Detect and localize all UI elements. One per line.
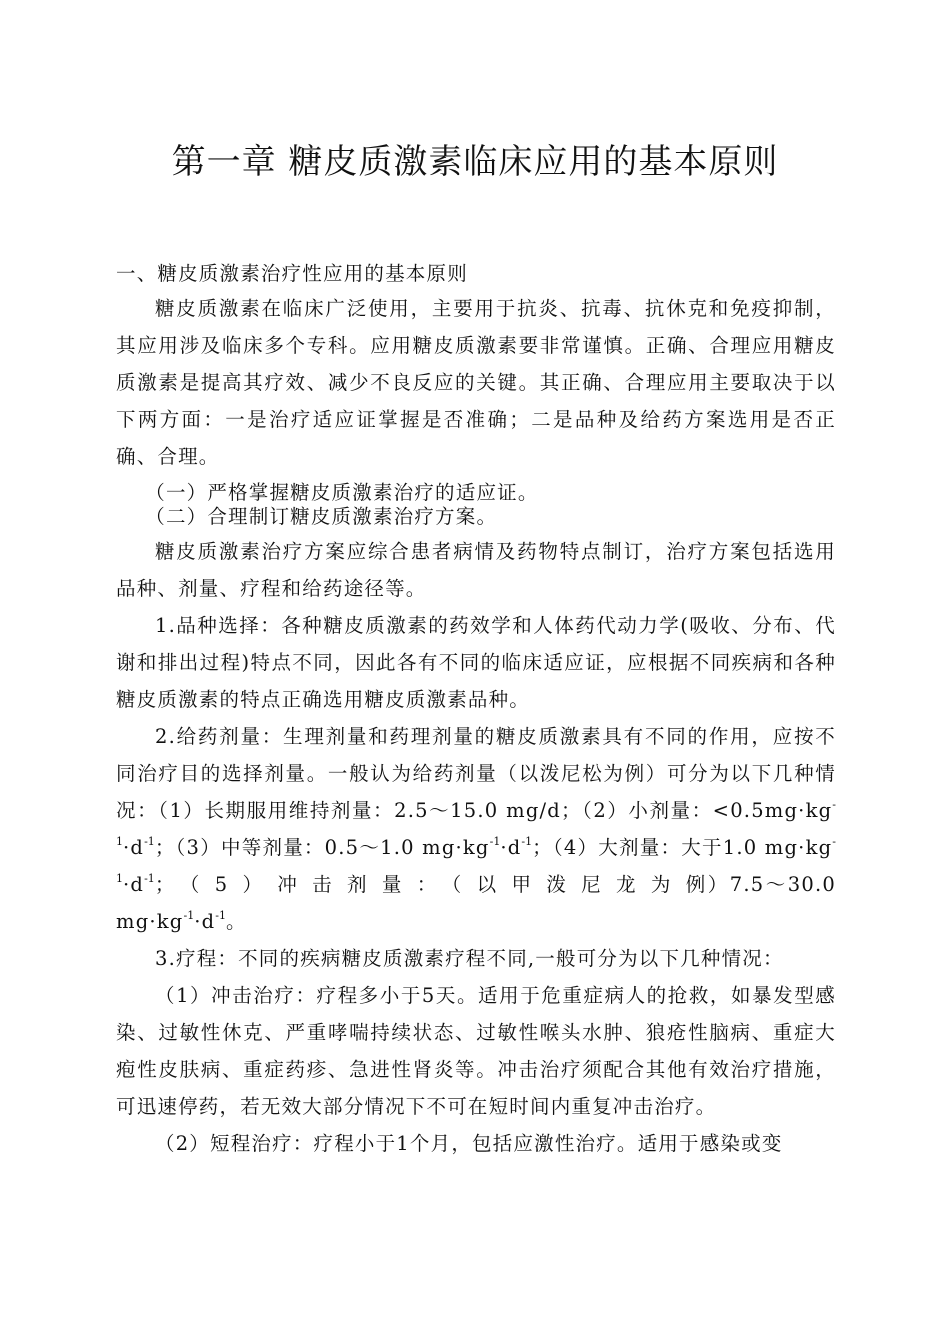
dosage-exponent-4: -1 [521,834,533,848]
item-variety-selection: 1.品种选择：各种糖皮质激素的药效学和人体药代动力学(吸收、分布、代谢和排出过程)特点不同，因此各有不同的临床适应证，应根据不同疾病和各种糖皮质激素的特点正确选用糖皮质激素品种。 [116,614,836,711]
dosage-exponent-3: -1 [489,834,501,848]
dosage-text-10: 。 [226,910,247,933]
dosage-text-7: ；（5）冲击剂量：（以甲泼尼龙为 [154,873,686,896]
item-dosage [116,718,836,940]
dosage-text-5: ；（4）大剂量：大于1.0 mg·kg [532,836,833,859]
dosage-exponent-6: -1 [144,871,155,885]
dosage-text-1: 2.给药剂量：生理剂量和药理剂量的糖皮质激素具有不同的作用，应按不同治疗目的选择剂量。一般认为给药剂量（以泼尼松为例）可分为以下几种情况：（1）长期服用维持剂量：2.5～15.0 mg/d；（2）小剂量：<0.5mg·kg [116,725,836,822]
intro-paragraph: 糖皮质激素在临床广泛使用，主要用于抗炎、抗毒、抗休克和免疫抑制，其应用涉及临床多个专科。应用糖皮质激素要非常谨慎。正确、合理应用糖皮质激素是提高其疗效、减少不良反应的关键。其正确、合理应用主要取决于以下两方面：一是治疗适应证掌握是否准确；二是品种及给药方案选用是否正确、合理。 [116,297,836,468]
subsection-plan: （二）合理制订糖皮质激素治疗方案。 [145,505,498,528]
subsection-indications: （一）严格掌握糖皮质激素治疗的适应证。 [145,481,539,504]
dosage-text-3: ；（3）中等剂量：0.5～1.0 mg·kg [154,836,490,859]
dosage-exponent-7: -1 [183,908,195,922]
dosage-text-6: ·d [123,873,145,896]
dosage-exponent-8: -1 [215,908,227,922]
course-short-term: （2）短程治疗：疗程小于1个月，包括应激性治疗。适用于感染或变 [155,1132,783,1155]
dosage-exponent-5: -1 [116,834,836,885]
section-heading: 一、糖皮质激素治疗性应用的基本原则 [116,262,468,285]
dosage-exponent-1: -1 [116,797,836,848]
dosage-text-9: ·d [194,910,216,933]
dosage-text-2: ·d [123,836,145,859]
item-course: 3.疗程：不同的疾病糖皮质激素疗程不同,一般可分为以下几种情况： [155,947,784,970]
document-body [116,262,836,1162]
course-pulse-therapy: （1）冲击治疗：疗程多小于5天。适用于危重症病人的抢救，如暴发型感染、过敏性休克、严重哮喘持续状态、过敏性喉头水肿、狼疮性脑病、重症大疱性皮肤病、重症药疹、急进性肾炎等。冲击治疗须配合其他有效治疗措施，可迅速停药，若无效大部分情况下不可在短时间内重复冲击治疗。 [116,984,836,1118]
chapter-title: 第一章 糖皮质激素临床应用的基本原则 [171,142,779,182]
dosage-exponent-2: -1 [144,834,155,848]
dosage-text-4: ·d [500,836,522,859]
dosage-text-8: 例）7.5～30.0 mg·kg [116,873,836,933]
plan-intro-paragraph: 糖皮质激素治疗方案应综合患者病情及药物特点制订，治疗方案包括选用品种、剂量、疗程和给药途径等。 [116,540,836,600]
